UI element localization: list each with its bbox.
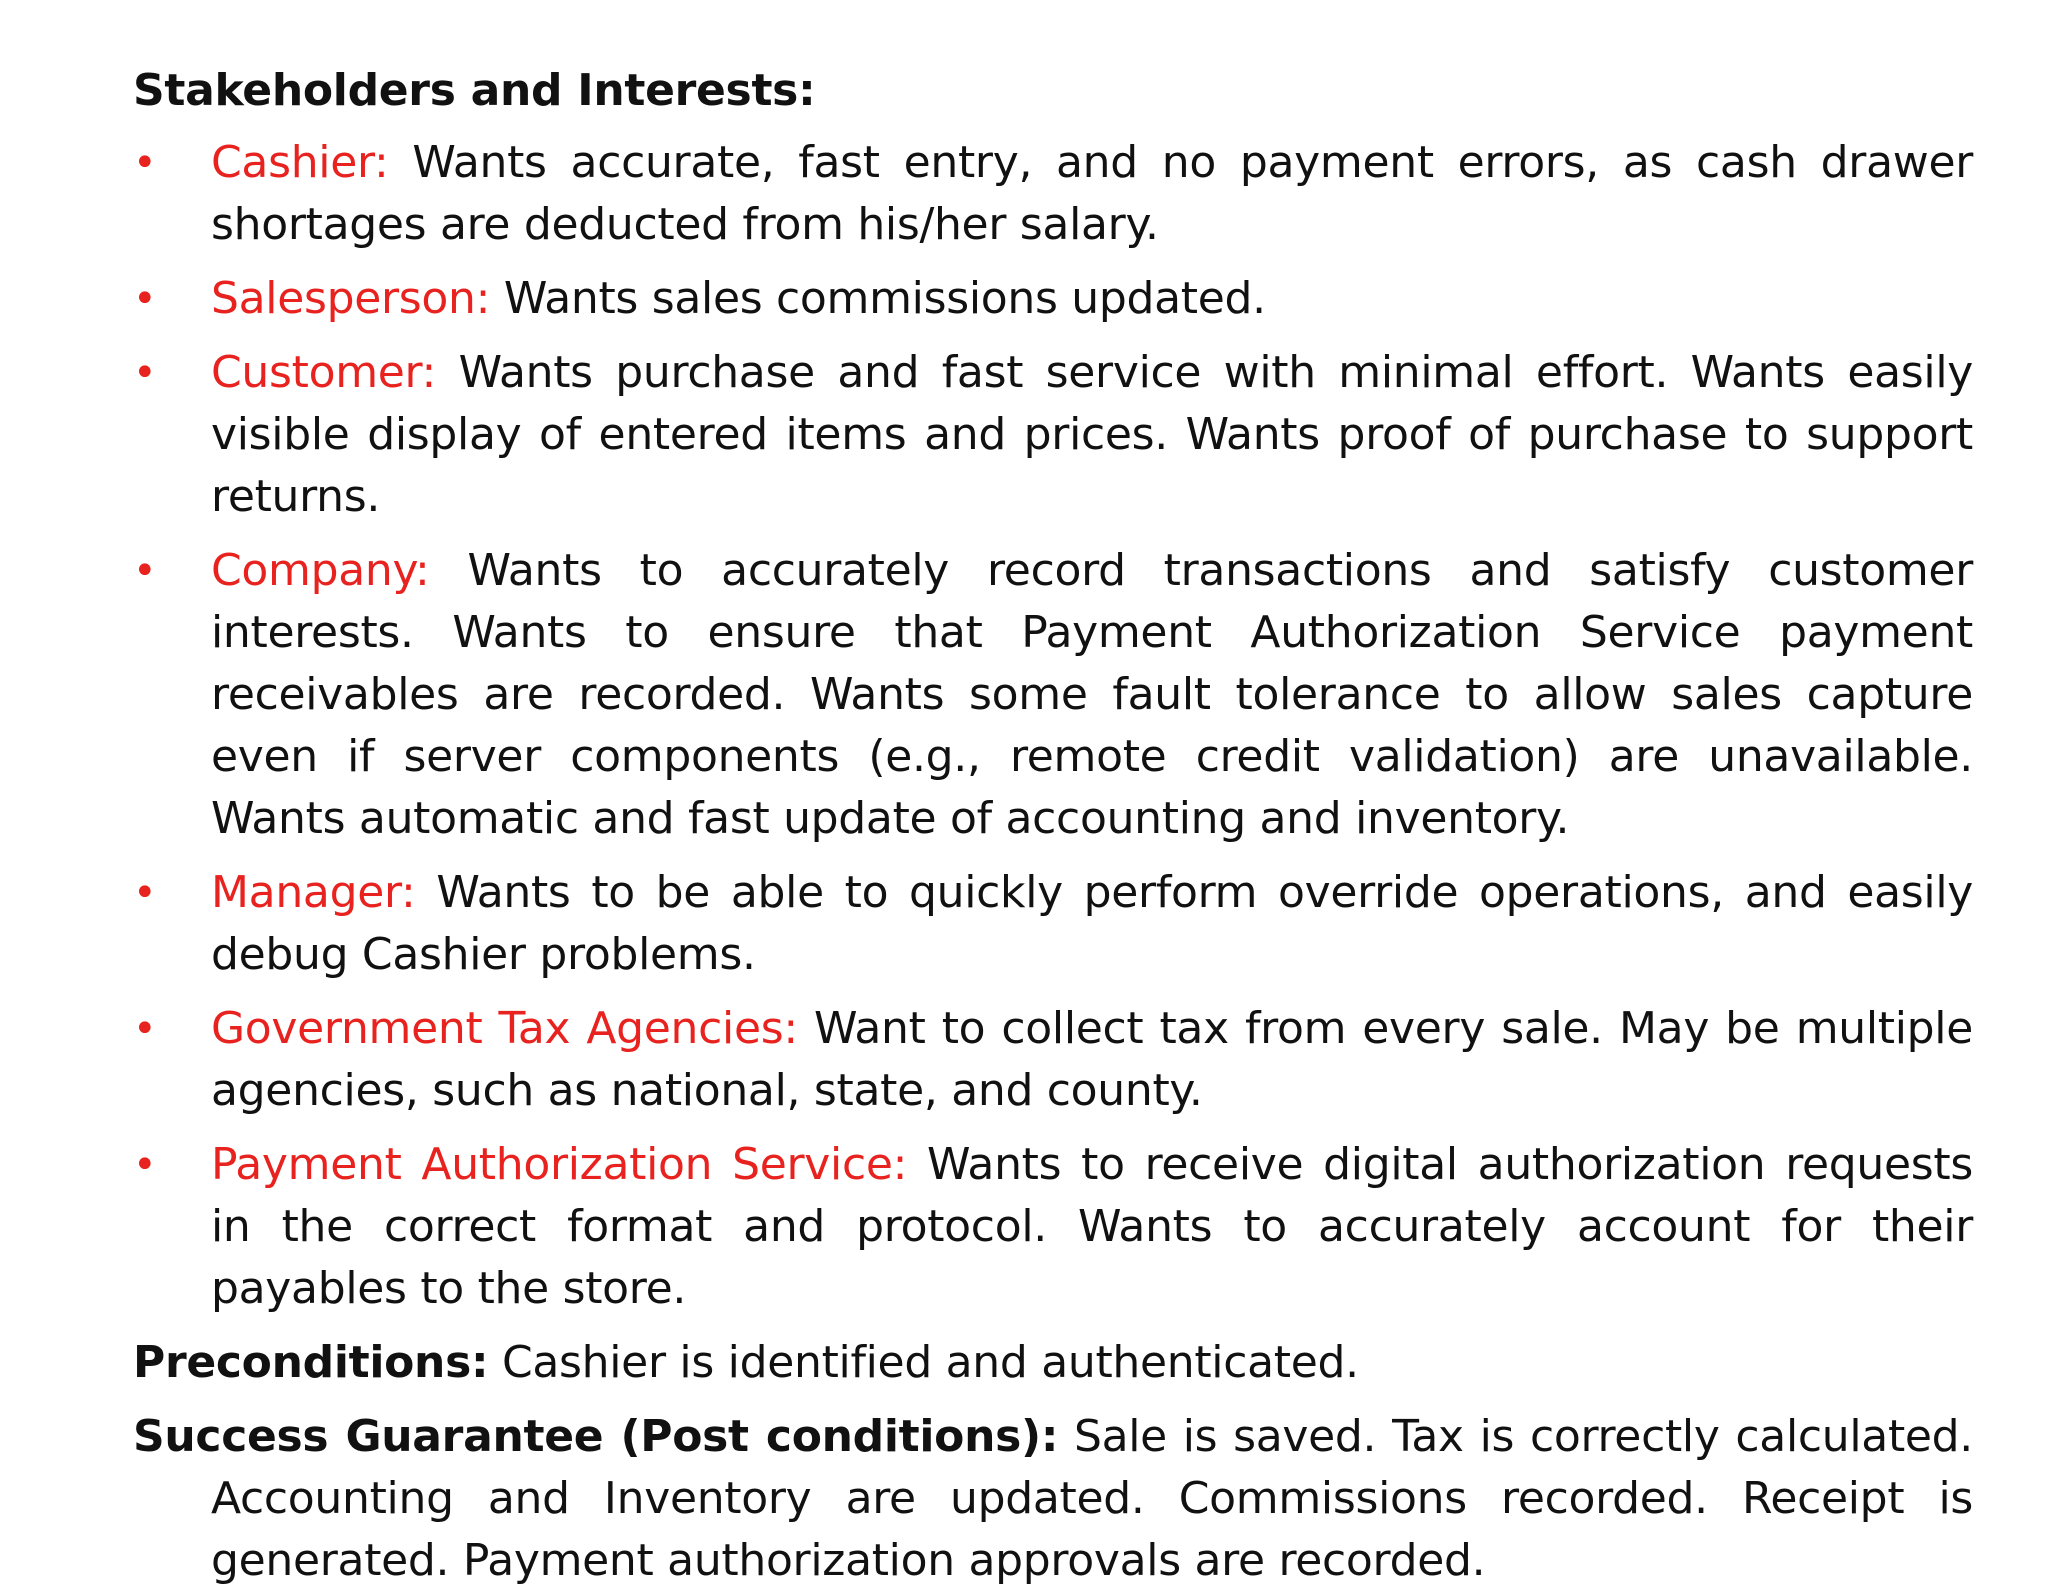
list-item-payment-authorization-service [133,1134,1973,1320]
role-description: Wants to be able to quickly perform override operations, and easily debug Cashier problems. [211,867,1973,980]
role-description: Wants sales commissions updated. [490,273,1266,324]
list-item-salesperson [133,268,1973,330]
list-item-company [133,540,1973,850]
role-label: Payment Authorization Service: [211,1139,908,1190]
success-guarantee-label: Success Guarantee (Post conditions): [133,1411,1059,1462]
stakeholders-heading: Stakeholders and Interests: [133,65,816,116]
bullet-icon: • [133,870,157,916]
preconditions-label: Preconditions: [133,1337,489,1388]
role-label: Cashier: [211,137,389,188]
list-item-cashier [133,132,1973,256]
role-label: Manager: [211,867,416,918]
role-label: Government Tax Agencies: [211,1003,798,1054]
stakeholders-list [133,132,1973,1320]
slide-content [133,62,1973,1592]
bullet-icon: • [133,1006,157,1052]
list-item-government-tax-agencies [133,998,1973,1122]
role-description: Wants to accurately record transactions and satisfy customer interests. Wants to ensure that Payment Authorization Service payment receivables are recorded. Wants some fault tolerance to allow sales capture even if server components (e.g., remote credit validation) are unavailable. Wants automatic and fast update of accounting and inventory. [211,545,1973,844]
role-label: Salesperson: [211,273,491,324]
success-guarantee-text: Sale is saved. Tax is correctly calculated. Accounting and Inventory are updated. Commissions recorded. Receipt is generated. Payment authorization approvals are recorded. [211,1411,1973,1586]
role-label: Customer: [211,347,437,398]
role-description: Want to collect tax from every sale. May be multiple agencies, such as national, state, and county. [211,1003,1973,1116]
preconditions-section [133,1332,1973,1394]
list-item-manager [133,862,1973,986]
success-guarantee-section [133,1406,1973,1592]
bullet-icon: • [133,140,157,186]
bullet-icon: • [133,350,157,396]
bullet-icon: • [133,548,157,594]
role-label: Company: [211,545,430,596]
role-description: Wants to receive digital authorization requests in the correct format and protocol. Wants to accurately account for their payables to the store. [211,1139,1973,1314]
role-description: Wants purchase and fast service with minimal effort. Wants easily visible display of entered items and prices. Wants proof of purchase to support returns. [211,347,1973,522]
preconditions-text: Cashier is identified and authenticated. [488,1337,1359,1388]
list-item-customer [133,342,1973,528]
bullet-icon: • [133,276,157,322]
bullet-icon: • [133,1142,157,1188]
role-description: Wants accurate, fast entry, and no payment errors, as cash drawer shortages are deducted from his/her salary. [211,137,1973,250]
